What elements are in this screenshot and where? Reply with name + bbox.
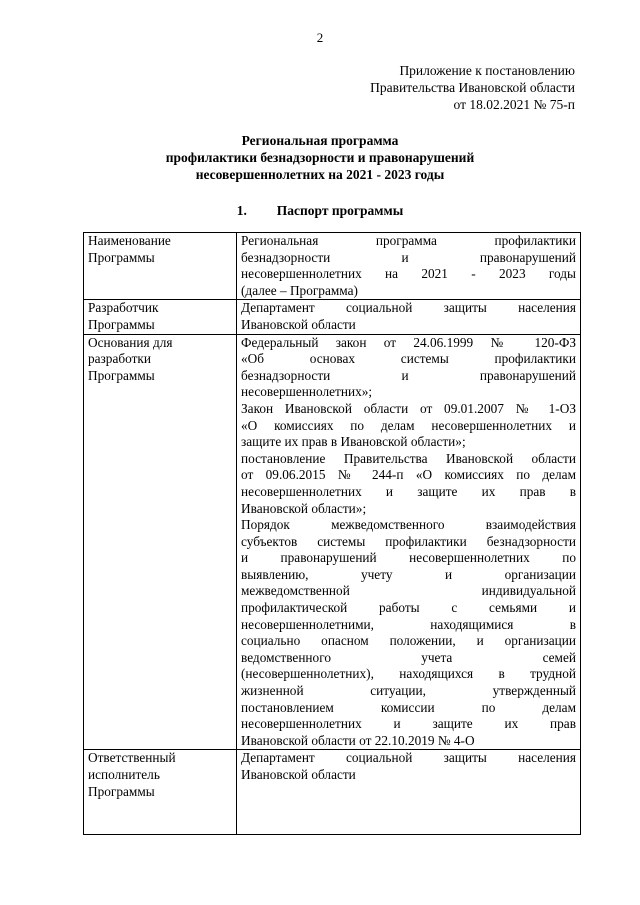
row-value-line: Департамент социальной защиты населения	[241, 300, 576, 316]
row-value-line: «Об основах системы профилактики	[241, 351, 576, 367]
row-value-line: безнадзорности и правонарушений	[241, 249, 576, 265]
title-line: несовершеннолетних на 2021 - 2023 годы	[195, 167, 445, 182]
row-label-line: Основания для	[88, 334, 173, 350]
appendix-line: от 18.02.2021 № 75-п	[453, 97, 575, 112]
row-label-line: Разработчик	[88, 300, 159, 316]
title-line: профилактики безнадзорности и правонарушений	[165, 150, 475, 165]
appendix-line: Приложение к постановлению	[399, 63, 575, 78]
row-value-line: жизненной ситуации, утвержденный	[241, 683, 576, 699]
table-row	[84, 334, 581, 750]
section-heading	[0, 202, 640, 219]
table-row	[84, 750, 581, 834]
row-value-line: защите их прав в Ивановской области»;	[241, 434, 466, 450]
row-value-cell	[237, 300, 581, 334]
row-label-line: Программы	[88, 316, 155, 332]
row-value-line: Региональная программа профилактики	[241, 233, 576, 248]
row-label-line: Программы	[88, 249, 155, 265]
row-value-line: субъектов системы профилактики безнадзорности	[241, 533, 576, 549]
row-label-line: разработки	[88, 351, 151, 367]
passport-table-body	[84, 233, 581, 835]
section-title: Паспорт программы	[276, 203, 404, 218]
row-label-line: Наименование	[88, 233, 171, 248]
row-value-line: несовершеннолетних и защите их прав	[241, 716, 576, 732]
row-value-line: межведомственной индивидуальной	[241, 583, 576, 599]
row-label-cell	[84, 750, 237, 834]
appendix-header	[255, 62, 575, 113]
section-number: 1.	[236, 203, 247, 218]
row-value-line: несовершеннолетних на 2021 - 2023 годы	[241, 266, 576, 282]
row-value-line: Департамент социальной защиты населения	[241, 750, 576, 766]
row-label-cell	[84, 233, 237, 300]
row-value-line: «О комиссиях по делам несовершеннолетних и	[241, 417, 576, 433]
row-label-cell	[84, 300, 237, 334]
row-value-line: несовершеннолетних»;	[241, 384, 373, 400]
title-line: Региональная программа	[241, 133, 399, 148]
cell-spacer	[241, 784, 576, 834]
row-value-line: и правонарушений несовершеннолетних по	[241, 550, 576, 566]
appendix-line: Правительства Ивановской области	[370, 80, 575, 95]
row-value-line: выявлению, учету и организации	[241, 566, 576, 582]
row-value-line: Закон Ивановской области от 09.01.2007 № 1-ОЗ	[241, 400, 576, 416]
row-value-line: Федеральный закон от 24.06.1999 № 120-ФЗ	[241, 334, 576, 350]
row-value-line: постановление Правительства Ивановской области	[241, 450, 576, 466]
row-value-line: от 09.06.2015 № 244-п «О комиссиях по делам	[241, 467, 576, 483]
table-row	[84, 233, 581, 300]
row-label-line: Программы	[88, 367, 155, 383]
row-value-line: (далее – Программа)	[241, 282, 358, 298]
row-value-line: Ивановской области	[241, 316, 356, 332]
document-title	[0, 132, 640, 183]
row-value-line: несовершеннолетних и защите их прав в	[241, 483, 576, 499]
row-label-line: исполнитель	[88, 767, 160, 782]
program-passport-table	[83, 232, 581, 835]
row-value-line: профилактической работы с семьями и	[241, 600, 576, 616]
page-number: 2	[316, 30, 324, 45]
row-value-line: Ивановской области»;	[241, 500, 367, 516]
row-label-line: Программы	[88, 783, 155, 799]
row-value-line: социально опасном положении, и организации	[241, 633, 576, 649]
table-row	[84, 300, 581, 334]
row-value-line: (несовершеннолетних), находящихся в трудной	[241, 666, 576, 682]
row-value-cell	[237, 750, 581, 834]
row-value-cell	[237, 233, 581, 300]
row-value-line: ведомственного учета семей	[241, 649, 576, 665]
row-value-line: Порядок межведомственного взаимодействия	[241, 517, 576, 533]
row-label-line: Ответственный	[88, 750, 176, 766]
row-value-line: постановлением комиссии по делам	[241, 699, 576, 715]
row-value-line: Ивановской области от 22.10.2019 № 4-О	[241, 732, 475, 748]
row-value-line: Ивановской области	[241, 767, 356, 782]
row-value-cell	[237, 334, 581, 750]
row-value-line: безнадзорности и правонарушений	[241, 367, 576, 383]
row-label-cell	[84, 334, 237, 750]
row-value-line: несовершеннолетними, находящимися в	[241, 616, 576, 632]
